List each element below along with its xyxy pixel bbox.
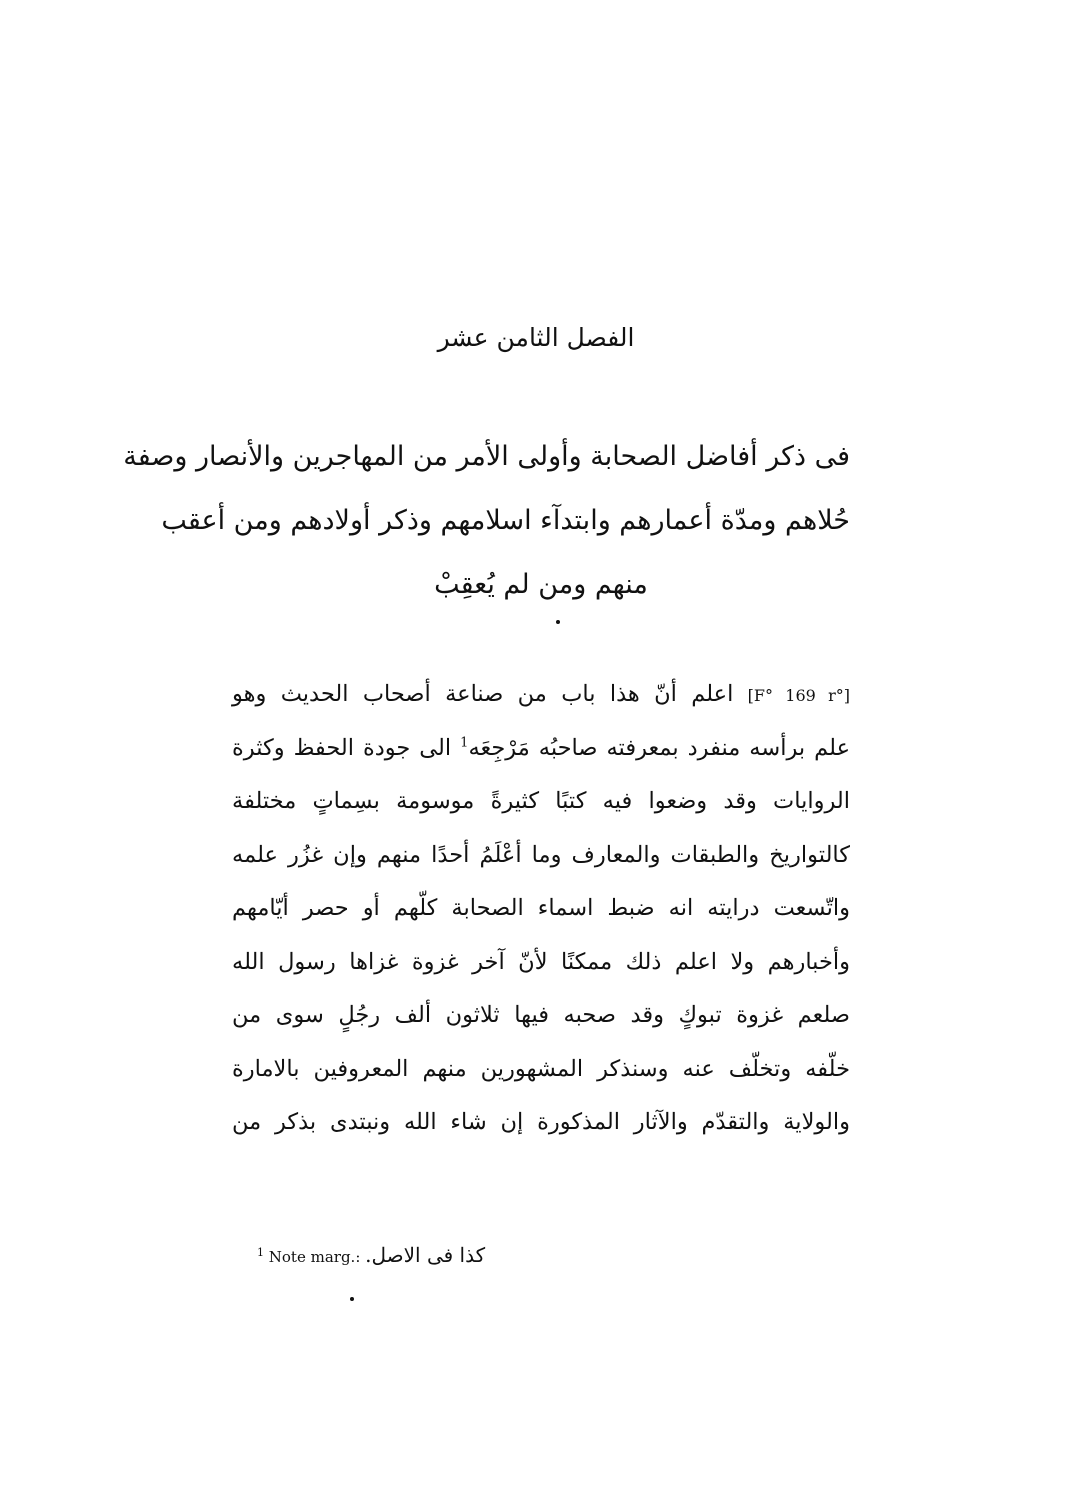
footnote-marker: 1: [257, 1246, 264, 1259]
chapter-heading: [123, 425, 850, 617]
footnote: [257, 1240, 657, 1272]
body-line-9: والولاية والتقدّم والآثار المذكورة إن شاء الله ونبتدى بذكر من: [232, 1109, 850, 1135]
body-line-4: كالتواريخ والطبقات والمعارف وما أعْلَمُ أحدًا منهم وإن غزُر علمه: [232, 841, 850, 868]
chapter-title: الفصل الثامن عشر: [437, 323, 635, 352]
footnote-text: كذا فى الاصل.: [365, 1243, 486, 1267]
heading-line-3: منهم ومن لم يُعقِبْ: [434, 569, 648, 600]
heading-line-2: حُلاهم ومدّة أعمارهم وابتدآء اسلامهم وذكر أولادهم ومن أعقب: [161, 505, 850, 536]
body-line-8: خلّفه وتخلّف عنه وسنذكر المشهورين منهم المعروفين بالامارة: [232, 1055, 850, 1082]
body-line-2-text-start: علم برأسه منفرد بمعرفته صاحبُه مَرْجِعَه: [468, 734, 850, 761]
body-line-1-text: اعلم أنّ هذا باب من صناعة أصحاب الحديث وهو: [232, 681, 748, 707]
footnote-reference: 1: [460, 735, 469, 750]
body-line-2-text-end: الى جودة الحفظ وكثرة: [232, 734, 461, 761]
body-line-1: [232, 668, 850, 722]
section-separator-dot: [556, 620, 560, 624]
page-mark-dot: [350, 1297, 354, 1301]
body-line-7: صلعم غزوة تبوكٍ وقد صحبه فيها ثلاثون ألف رجُلٍ سوى من: [232, 1002, 850, 1028]
footnote-label: Note marg.:: [268, 1248, 361, 1266]
body-line-6: وأخبارهم ولا اعلم ذلك ممكنًا لأنّ آخر غزوة غزاها رسول الله: [232, 948, 850, 975]
body-text: [232, 668, 850, 1150]
body-line-3: الروايات وقد وضعوا فيه كتبًا كثيرةً موسومة بسِماتٍ مختلفة: [232, 788, 850, 814]
folio-reference: [F° 169 r°]: [747, 686, 850, 705]
body-line-2: [232, 722, 850, 776]
body-line-5: واتّسعت درايته انه ضبط اسماء الصحابة كلّهم أو حصر أيّامهم: [232, 895, 850, 921]
heading-line-1: فى ذكر أفاضل الصحابة وأولى الأمر من المهاجرين والأنصار وصفة: [123, 441, 850, 472]
